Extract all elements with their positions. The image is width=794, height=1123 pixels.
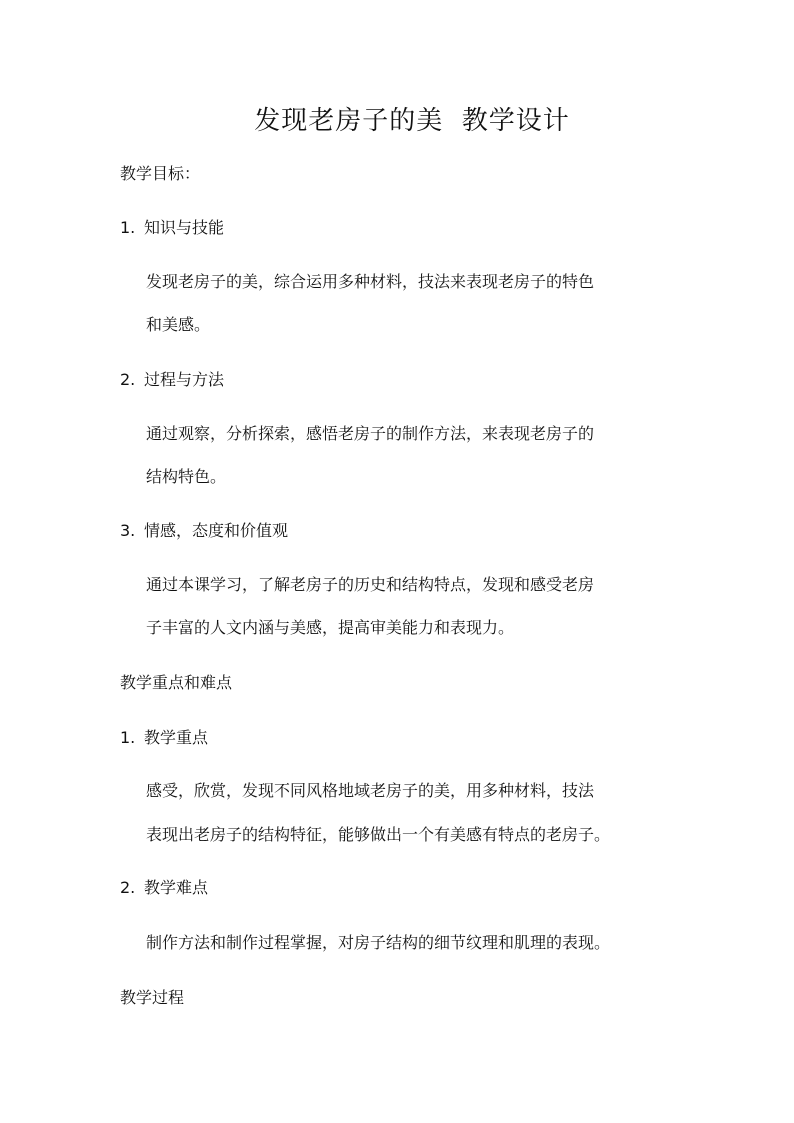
section-heading-key-points: 教学重点和难点 [120,673,233,692]
item-label: 教学重点 [144,728,209,747]
objective-1-line-2: 和美感。 [146,315,211,334]
objective-3-line-2: 子丰富的人文内涵与美感，提高审美能力和表现力。 [146,618,515,637]
item-label: 教学难点 [144,878,209,897]
objective-3-line-1: 通过本课学习，了解老房子的历史和结构特点，发现和感受老房 [146,575,595,594]
key-point-1-line-2: 表现出老房子的结构特征，能够做出一个有美感有特点的老房子。 [146,825,611,844]
item-label: 过程与方法 [144,370,225,389]
objective-item-2 [120,368,224,392]
item-number: 2. [120,878,136,897]
objective-2-line-2: 结构特色。 [146,467,227,486]
objective-2-line-1: 通过观察，分析探索，感悟老房子的制作方法，来表现老房子的 [146,424,595,443]
key-point-item-2 [120,876,208,900]
item-number: 3. [120,521,136,540]
item-number: 1. [120,218,136,237]
key-point-2-line-1: 制作方法和制作过程掌握，对房子结构的细节纹理和肌理的表现。 [146,933,611,952]
key-point-item-1 [120,726,208,750]
section-heading-process: 教学过程 [120,988,185,1007]
objective-1-line-1: 发现老房子的美，综合运用多种材料，技法来表现老房子的特色 [146,272,595,291]
objective-item-3 [120,519,288,543]
item-number: 2. [120,370,136,389]
item-label: 知识与技能 [144,218,225,237]
item-label: 情感，态度和价值观 [144,521,289,540]
objective-item-1 [120,216,224,240]
document-title: 发现老房子的美 教学设计 [254,106,570,136]
section-heading-objectives: 教学目标： [120,164,201,183]
item-number: 1. [120,728,136,747]
key-point-1-line-1: 感受，欣赏，发现不同风格地域老房子的美，用多种材料，技法 [146,781,595,800]
